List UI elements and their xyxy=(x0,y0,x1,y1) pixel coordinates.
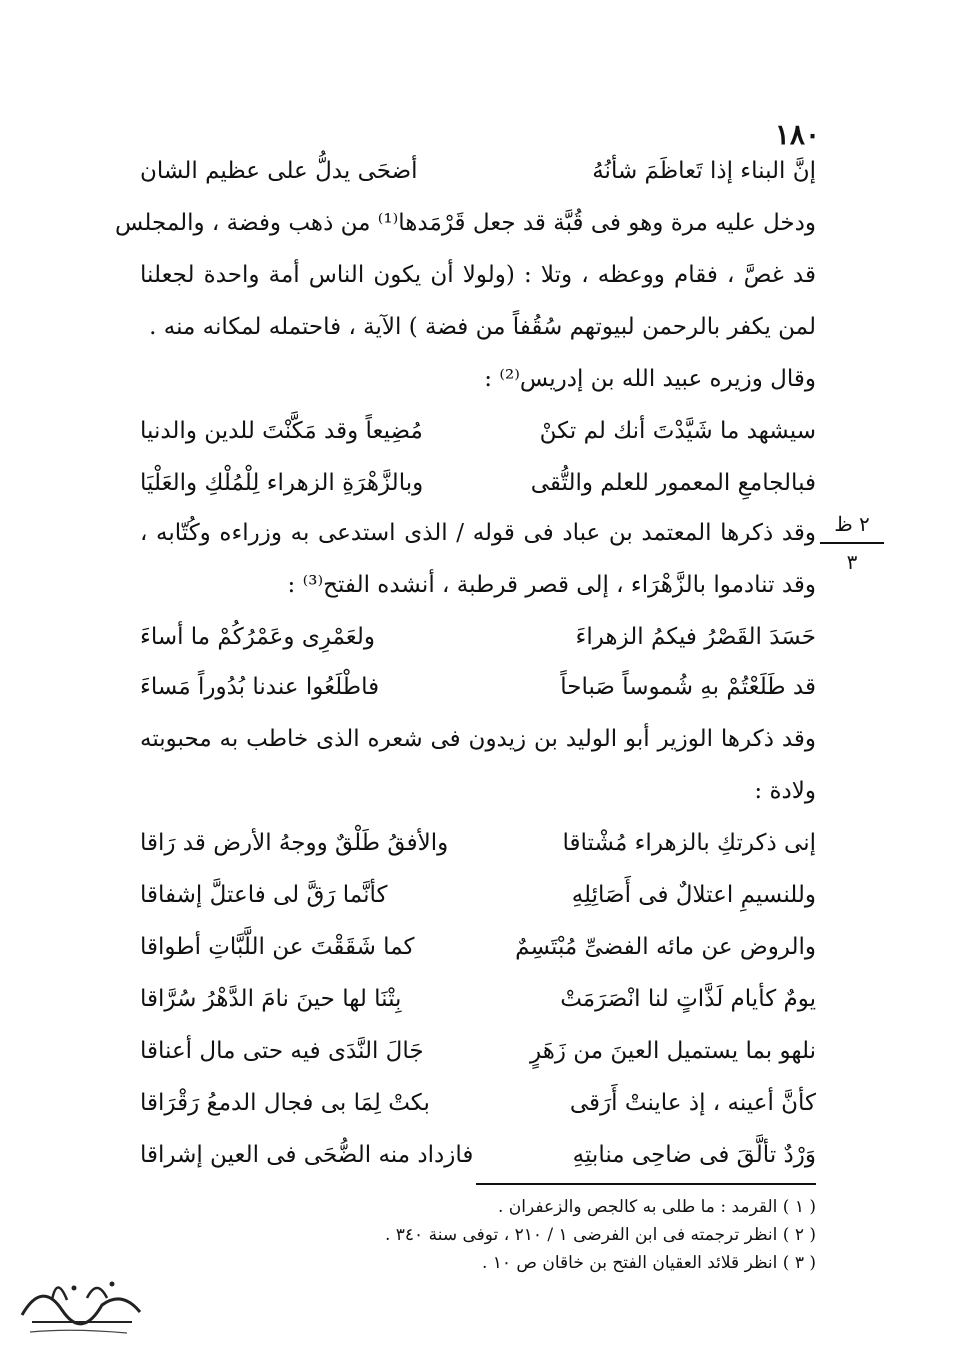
footnote-text: انظر قلائد العقيان الفتح بن خاقان ص ١٠ . xyxy=(481,1253,783,1273)
footnote-number: ( ١ ) xyxy=(782,1197,816,1217)
verse-first-hemistich: نلهو بما يستميل العينَ من زَهَرٍ xyxy=(530,1038,816,1064)
verse-first-hemistich: والروض عن مائه الفضىِّ مُبْتَسِمٌ xyxy=(515,934,816,960)
verse-second-hemistich: وبالزَّهْرَةِ الزهراء لِلْمُلْكِ والعَلْيَا xyxy=(140,470,424,496)
margin-note-rule xyxy=(820,542,884,544)
verse-first-hemistich: فبالجامعِ المعمور للعلم والتُّقى xyxy=(530,470,816,496)
prose-line: ودخل عليه مرة وهو فى قُبَّة قد جعل قَرْمَدها⁽¹⁾ من ذهب وفضة ، والمجلس xyxy=(115,210,816,236)
margin-note-bottom: ٣ xyxy=(846,550,858,574)
verse-second-hemistich: بكتْ لِمَا بى فجال الدمعُ رَقْرَاقا xyxy=(140,1090,430,1116)
margin-note xyxy=(820,512,884,574)
verse-first-hemistich: وللنسيمِ اعتلالٌ فى أَصَائِلِهِ xyxy=(571,882,816,908)
verse-first-hemistich: إنى ذكرتكِ بالزهراء مُشْتاقا xyxy=(562,830,816,856)
page-number: ١٨٠ xyxy=(774,118,820,151)
footnote xyxy=(482,1250,816,1276)
verse-second-hemistich: فاطْلَعُوا عندنا بُدُوراً مَساءَ xyxy=(140,674,380,700)
verse-second-hemistich: جَالَ النَّدَى فيه حتى مال أعناقا xyxy=(140,1038,424,1064)
verse-second-hemistich: بِتْنَا لها حينَ نامَ الدَّهْرُ سُرَّاقا xyxy=(140,986,402,1012)
library-seal-logo xyxy=(12,1260,152,1340)
footnote-number: ( ٣ ) xyxy=(782,1253,816,1273)
verse-second-hemistich: والأفقُ طَلْقٌ ووجهُ الأرض قد رَاقا xyxy=(140,830,449,856)
footnote xyxy=(498,1194,816,1220)
verse-second-hemistich: مُضِيعاً وقد مَكَّنْتَ للدين والدنيا xyxy=(140,418,423,444)
footnote xyxy=(385,1222,816,1248)
prose-line: وقد ذكرها الوزير أبو الوليد بن زيدون فى شعره الذى خاطب به محبوبته xyxy=(140,726,816,752)
footnote-text: القرمد : ما طلى به كالجص والزعفران . xyxy=(497,1197,783,1217)
footnote-text: انظر ترجمته فى ابن الفرضى ١ / ٢١٠ ، توفى سنة ٣٤٠ . xyxy=(384,1225,783,1245)
verse-first-hemistich: قد طَلَعْتُمْ بهِ شُموساً صَباحاً xyxy=(560,674,816,700)
verse-second-hemistich: ولعَمْرِى وعَمْرُكُمْ ما أساءَ xyxy=(140,624,376,650)
verse-second-hemistich: كما شَقَقْتَ عن اللَّبَّاتِ أطواقا xyxy=(140,934,415,960)
prose-line: لمن يكفر بالرحمن لبيوتهم سُقُفاً من فضة ) الآية ، فاحتمله لمكانه منه . xyxy=(149,314,816,340)
verse-first-hemistich: يومٌ كأيام لَذَّاتٍ لنا انْصَرَمَتْ xyxy=(560,986,816,1012)
verse-first-hemistich: وَرْدٌ تألَّقَ فى ضاحِى منابتِهِ xyxy=(572,1142,816,1168)
verse-second-hemistich: أضحَى يدلُّ على عظيم الشان xyxy=(140,158,418,184)
prose-line: قد غصَّ ، فقام ووعظه ، وتلا : (ولولا أن يكون الناس أمة واحدة لجعلنا xyxy=(140,262,816,288)
prose-line: ولادة : xyxy=(754,778,816,804)
footnote-rule xyxy=(476,1183,816,1185)
verse-first-hemistich: كأنَّ أعينه ، إذ عاينتْ أَرَقى xyxy=(569,1090,816,1116)
verse-second-hemistich: كأنَّما رَقَّ لى فاعتلَّ إشفاقا xyxy=(140,882,388,908)
footnote-number: ( ٢ ) xyxy=(782,1225,816,1245)
prose-line: وقد تنادموا بالزَّهْرَاء ، إلى قصر قرطبة ، أنشده الفتح⁽³⁾ : xyxy=(287,572,816,598)
verse-first-hemistich: إنَّ البناء إذا تَعاظَمَ شأنُهُ xyxy=(592,158,816,184)
margin-note-top: ٢ ظ xyxy=(834,512,870,536)
verse-first-hemistich: حَسَدَ القَصْرُ فيكمُ الزهراءَ xyxy=(575,624,816,650)
verse-second-hemistich: فازداد منه الضُّحَى فى العين إشراقا xyxy=(140,1142,474,1168)
verse-first-hemistich: سيشهد ما شَيَّدْتَ أنك لم تكنْ xyxy=(539,418,816,444)
prose-line: وقد ذكرها المعتمد بن عباد فى قوله / الذى استدعى به وزراءه وكُتّابه ، xyxy=(140,520,816,546)
prose-line: وقال وزيره عبيد الله بن إدريس⁽²⁾ : xyxy=(484,366,816,392)
